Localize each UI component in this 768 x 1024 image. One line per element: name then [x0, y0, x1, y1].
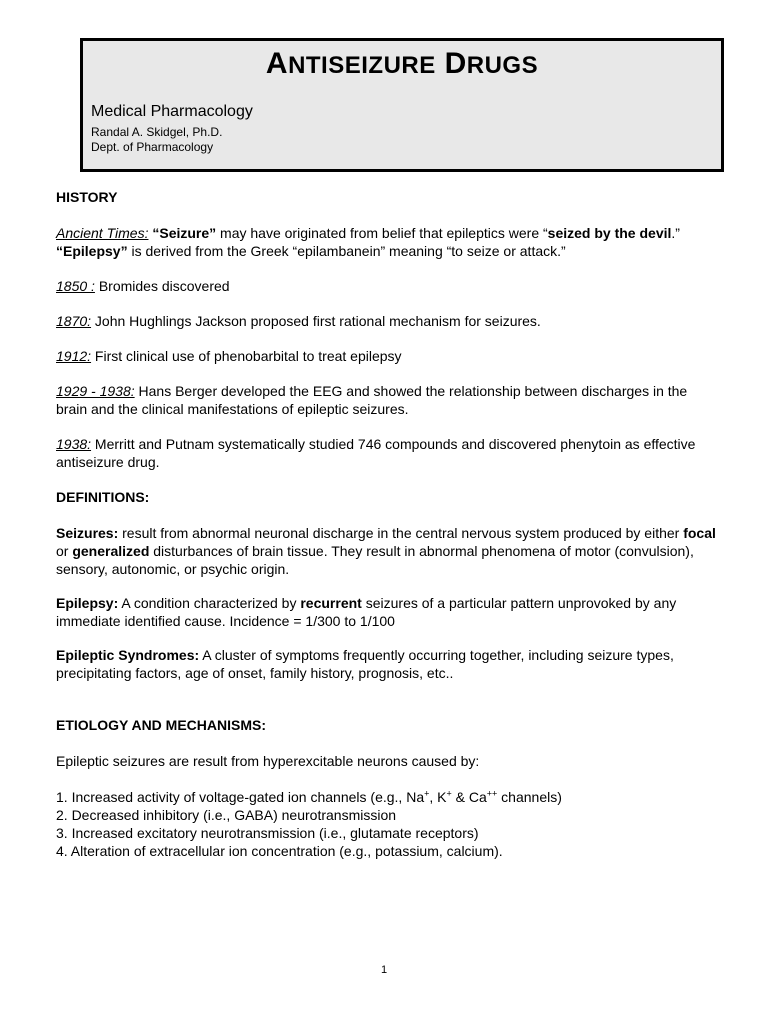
title-initial-d: D: [444, 47, 467, 80]
etiology-intro: Epileptic seizures are result from hyperexcitable neurons caused by:: [56, 753, 480, 769]
history-text: John Hughlings Jackson proposed first rational mechanism for seizures.: [91, 313, 541, 329]
definition-seizures: [56, 524, 716, 578]
history-entry: [56, 435, 716, 471]
list-item: 3. Increased excitatory neurotransmission (i.e., glutamate receptors): [56, 825, 479, 841]
list-item: 4. Alteration of extracellular ion concentration (e.g., potassium, calcium).: [56, 843, 503, 859]
definition-epilepsy: [56, 594, 716, 630]
history-text: Merritt and Putnam systematically studied 746 compounds and discovered phenytoin as effective antiseizure drug.: [56, 436, 696, 470]
history-date: 1912:: [56, 348, 92, 364]
list-item: 2. Decreased inhibitory (i.e., GABA) neurotransmission: [56, 807, 397, 823]
seizures-text-2: disturbances of brain tissue. They result in abnormal phenomena of motor (convulsion), sensory, autonomic, or psychic origin.: [56, 543, 694, 577]
ca-charge: ++: [486, 788, 498, 799]
history-text: Hans Berger developed the EEG and showed the relationship between discharges in the brain and the clinical manifestations of epileptic seizures.: [56, 383, 688, 417]
history-date: 1938:: [56, 436, 92, 452]
item1-mid1: , K: [429, 789, 447, 805]
title-box: [80, 38, 724, 172]
item1-mid2: & Ca: [451, 789, 487, 805]
item1-pre: 1. Increased activity of voltage-gated ion channels (e.g., Na: [56, 789, 425, 805]
epilepsy-text-1: A condition characterized by: [118, 595, 301, 611]
na-charge: +: [424, 788, 430, 799]
generalized-term: generalized: [72, 543, 150, 559]
department: Dept. of Pharmacology: [91, 140, 214, 154]
seizures-or: or: [56, 543, 73, 559]
page-number: 1: [380, 964, 388, 976]
course-name: Medical Pharmacology: [91, 103, 253, 120]
epilepsy-term: “Epilepsy”: [56, 243, 128, 259]
ancient-text-2: .”: [671, 225, 680, 241]
recurrent-term: recurrent: [300, 595, 362, 611]
history-ancient-times: [56, 224, 716, 260]
epilepsy-text-2: seizures of a particular pattern unprovoked by any immediate identified cause. Incidence = 1/300 to 1/100: [56, 595, 677, 629]
seizures-term: Seizures:: [56, 525, 119, 541]
history-text: Bromides discovered: [94, 278, 230, 294]
history-date: 1870:: [56, 313, 92, 329]
title-space: [436, 47, 445, 80]
title-rest-1: NTISEIZURE: [288, 52, 436, 79]
history-heading: HISTORY: [56, 189, 118, 205]
document-title: [83, 47, 721, 81]
history-text: First clinical use of phenobarbital to treat epilepsy: [91, 348, 402, 364]
ancient-times-label: Ancient Times:: [56, 225, 149, 241]
title-rest-2: RUGS: [466, 52, 539, 79]
history-entry: [56, 347, 716, 365]
author-name: Randal A. Skidgel, Ph.D.: [91, 125, 223, 139]
item1-post: channels): [497, 789, 562, 805]
k-charge: +: [446, 788, 452, 799]
ancient-text-1: may have originated from belief that epileptics were “: [216, 225, 548, 241]
syndromes-term: Epileptic Syndromes:: [56, 647, 200, 663]
ancient-text-3: is derived from the Greek “epilambanein” meaning “to seize or attack.”: [127, 243, 566, 259]
definition-syndromes: [56, 646, 716, 682]
title-initial-a: A: [265, 47, 289, 80]
document-body: [56, 188, 716, 860]
history-entry: [56, 312, 716, 330]
seizures-text-1: result from abnormal neuronal discharge in the central nervous system produced by either: [118, 525, 684, 541]
mechanism-list: [56, 788, 716, 860]
epilepsy-definition-term: Epilepsy:: [56, 595, 119, 611]
syndromes-text: A cluster of symptoms frequently occurring together, including seizure types, precipitating factors, age of onset, family history, prognosis, etc..: [56, 647, 674, 681]
seizure-term: “Seizure”: [152, 225, 217, 241]
list-item: [56, 788, 716, 806]
seized-by-devil-term: seized by the devil: [547, 225, 672, 241]
history-entry: [56, 277, 716, 295]
definitions-heading: DEFINITIONS:: [56, 489, 150, 505]
etiology-heading: ETIOLOGY AND MECHANISMS:: [56, 717, 267, 733]
history-date: 1850 :: [56, 278, 95, 294]
history-entry: [56, 382, 716, 418]
focal-term: focal: [683, 525, 716, 541]
history-date: 1929 - 1938:: [56, 383, 135, 399]
